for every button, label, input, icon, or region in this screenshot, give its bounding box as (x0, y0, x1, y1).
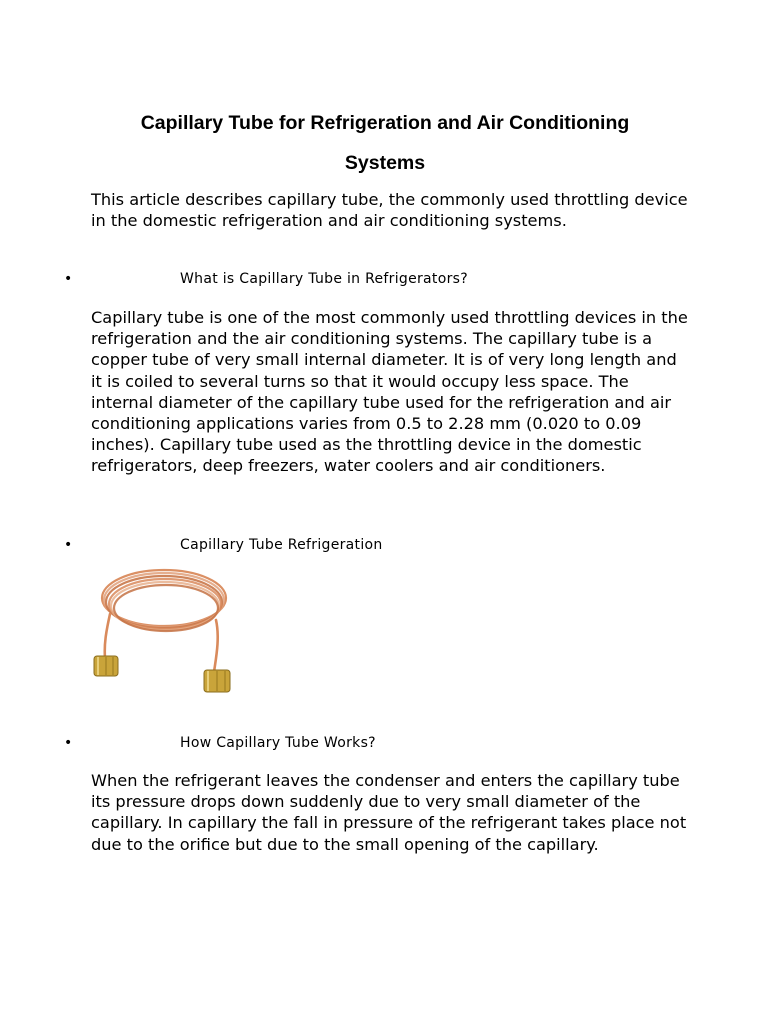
what-is-paragraph: Capillary tube is one of the most commonly used throttling devices in the refrigeration and the air conditioning systems. The capillary tube is a copper tube of very small internal diameter. It is of very long length and it is coiled to several turns so that it would occupy less space. The internal diameter of the capillary tube used for the refrigeration and air conditioning applications varies from 0.5 to 2.28 mm (0.020 to 0.09 inches). Capillary tube used as the throttling device in the domestic refrigerators, deep freezers, water coolers and air conditioners. (91, 308, 688, 476)
bullet-dot: • (64, 271, 73, 287)
copper-coil-illustration (88, 562, 238, 698)
intro-paragraph: This article describes capillary tube, the commonly used throttling device in the domestic refrigeration and air conditioning systems. (91, 190, 688, 231)
title-line-2: Systems (344, 152, 426, 174)
capillary-tube-image (88, 562, 238, 698)
how-works-paragraph: When the refrigerant leaves the condenser and enters the capillary tube its pressure drops down suddenly due to very small diameter of the capillary. In capillary the fall in pressure of the refrigerant takes place not due to the orifice but due to the small opening of the capillary. (91, 771, 687, 854)
bullet-dot: • (64, 735, 73, 751)
document-title (90, 103, 680, 183)
bullet-dot: • (64, 537, 73, 553)
title-line-1: Capillary Tube for Refrigeration and Air Conditioning (140, 112, 630, 134)
section-heading-label: What is Capillary Tube in Refrigerators? (180, 271, 468, 287)
section-heading-label: Capillary Tube Refrigeration (180, 537, 383, 553)
section-heading-label: How Capillary Tube Works? (180, 735, 376, 751)
